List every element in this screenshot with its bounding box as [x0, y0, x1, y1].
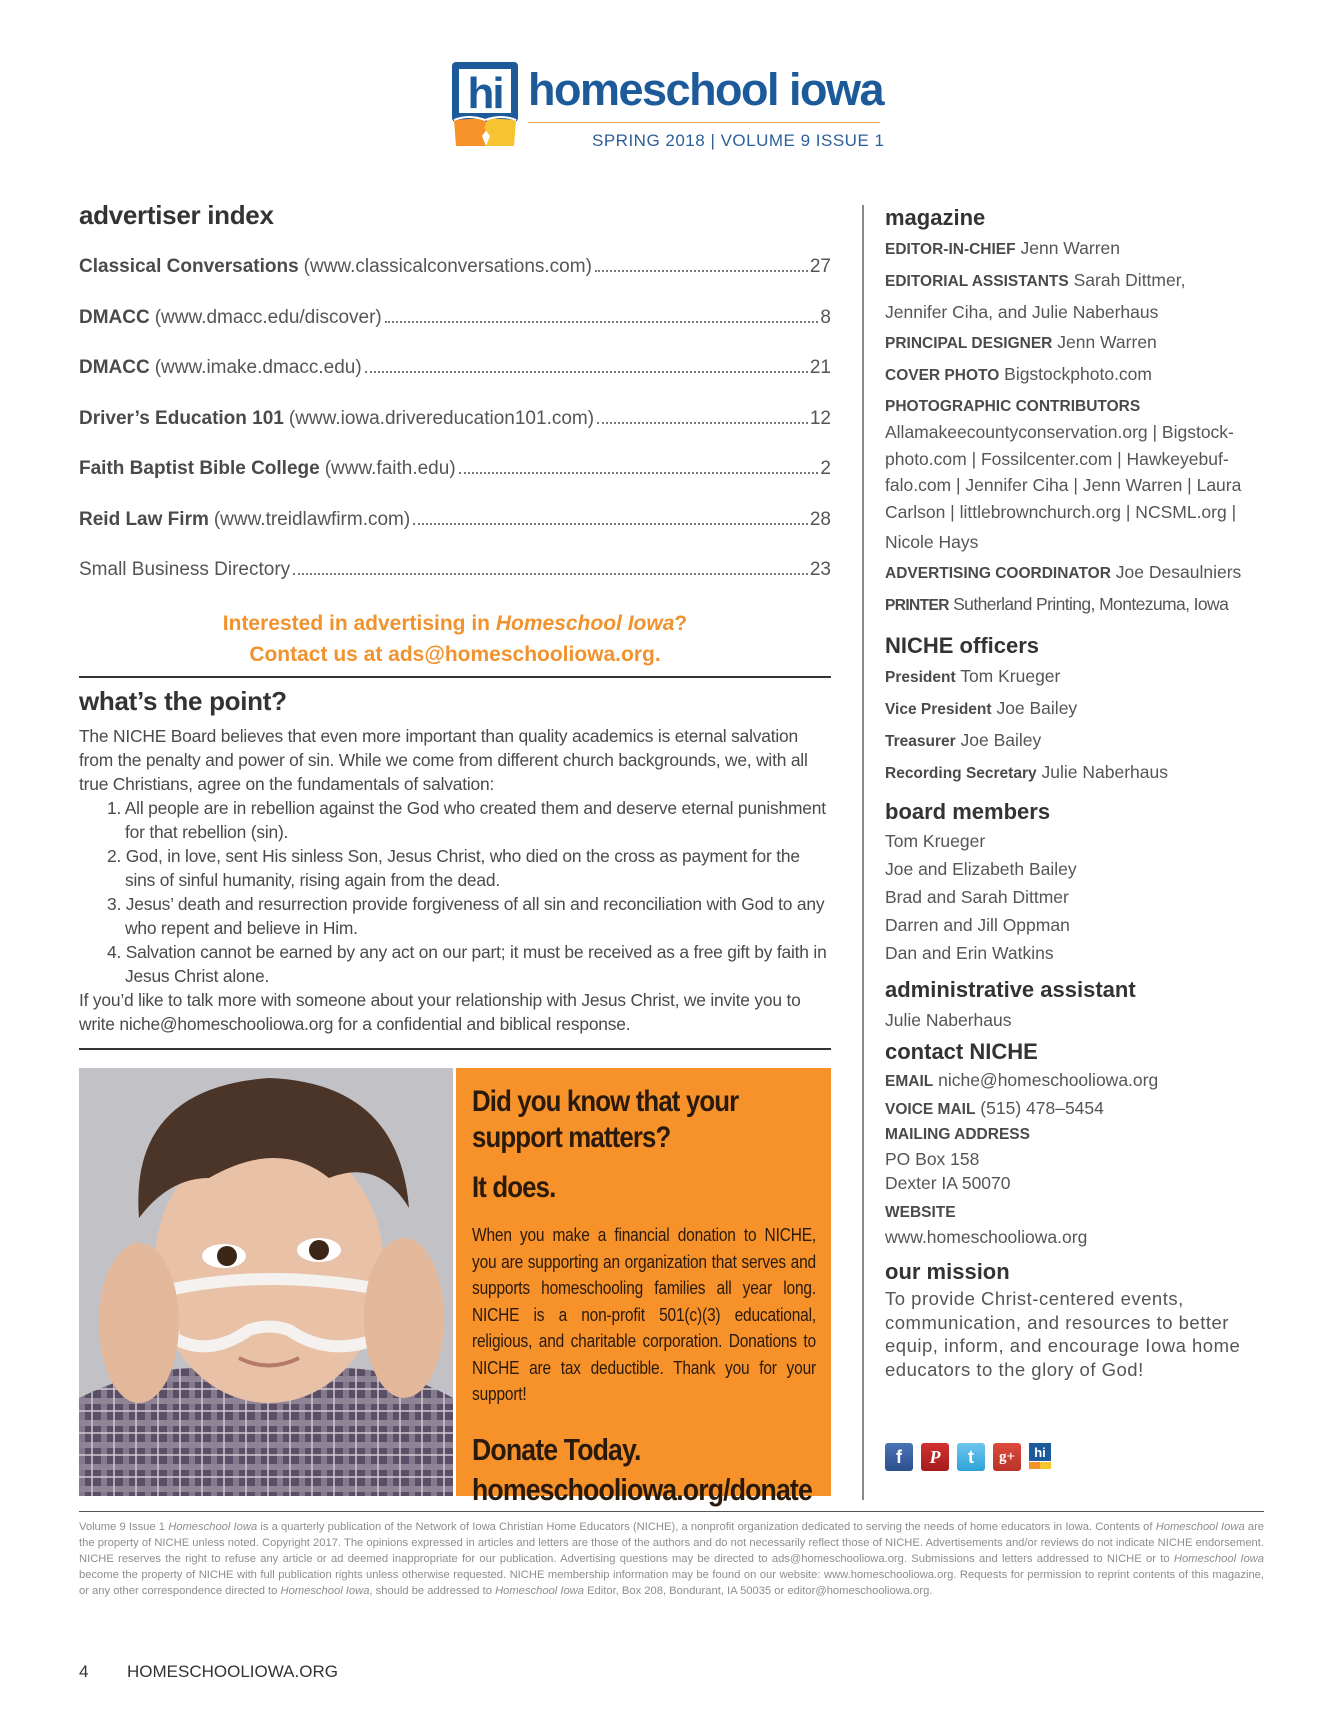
- hi-logo-icon: [1029, 1443, 1051, 1471]
- advertising-name: Joe Desaulniers: [1115, 562, 1242, 582]
- advertising-line: [885, 557, 1265, 589]
- footer-rule: [79, 1511, 1264, 1512]
- dot-leader: [459, 472, 819, 474]
- legal-text: Volume 9 Issue 1: [79, 1521, 169, 1533]
- officer-row: [885, 757, 1265, 789]
- legal-text: Editor, Box 208, Bondurant, IA 50035 or editor@homeschooliowa.org.: [583, 1585, 933, 1597]
- cta-text: Interested in advertising in: [222, 612, 496, 635]
- brand-rule: [528, 122, 880, 123]
- photo-contributors: Allamakeecountyconservation.org | Bigstock-photo.com | Fossilcenter.com | Hawkeyebuf-falo.com | Jennifer Ciha | Jenn Warren | Laura Carlson | littlebrownchurch.org | NCSML.org |: [885, 422, 1242, 522]
- contact-email-line: [885, 1067, 1265, 1095]
- google-plus-glyph: g+: [998, 1448, 1016, 1465]
- officer-role: Treasurer: [885, 733, 956, 750]
- dot-leader: [293, 573, 808, 575]
- advertiser-url[interactable]: (www.imake.dmacc.edu): [154, 357, 362, 378]
- section-divider: [79, 1048, 831, 1050]
- dot-leader: [385, 321, 819, 323]
- officers-title: NICHE officers: [885, 633, 1040, 658]
- facebook-glyph: f: [896, 1446, 902, 1467]
- board-member: Joe and Elizabeth Bailey: [885, 859, 1077, 879]
- board-member: Dan and Erin Watkins: [885, 943, 1054, 963]
- google-plus-icon[interactable]: [993, 1443, 1021, 1471]
- board-member: Brad and Sarah Dittmer: [885, 887, 1069, 907]
- masthead-sidebar: [885, 203, 1265, 1381]
- social-links: [885, 1443, 1051, 1471]
- board-member: Darren and Jill Oppman: [885, 915, 1070, 935]
- page-number: 4: [79, 1662, 89, 1681]
- advertiser-page: 27: [809, 256, 831, 277]
- advertiser-index-title: advertiser index: [79, 200, 274, 230]
- editor-name: Jenn Warren: [1020, 238, 1121, 258]
- section-divider: [79, 676, 831, 678]
- advertiser-url[interactable]: (www.faith.edu): [324, 458, 456, 479]
- point-item: 4. Salvation cannot be earned by any act on our part; it must be received as a free gift by faith in Jesus Christ alone.: [107, 942, 827, 986]
- advertiser-page: 21: [809, 357, 831, 378]
- point-closing: If you’d like to talk more with someone about your relationship with Jesus Christ, we invite you to write niche@homeschooliowa.org for a confidential and biblical response.: [79, 990, 801, 1034]
- advertiser-page: 12: [809, 407, 831, 429]
- voice-number: (515) 478–5454: [980, 1098, 1104, 1118]
- advertising-cta: [79, 608, 831, 670]
- contact-title: contact NICHE: [885, 1039, 1038, 1064]
- photo-contributors-last: Nicole Hays: [885, 532, 979, 552]
- legal-text: are the property of NICHE unless noted. Copyright 2017. The opinions expressed in articles and letters are those of the authors and do not necessarily reflect those of NICHE. Advertisements and/or reviews do not indicate NICHE endorsement. NICHE reserves the right to refuse any article or ad deemed inappropriate for our publication. Advertising questions may be directed to ads@homeschooliowa.org. Submissions and letters addressed to NICHE or to: [79, 1521, 1265, 1565]
- board-title: board members: [885, 799, 1051, 824]
- assistants-line: [885, 265, 1265, 297]
- legal-publication-name: Homeschool Iowa: [1173, 1553, 1264, 1565]
- svg-text:hi: hi: [467, 69, 503, 118]
- advertiser-row[interactable]: [79, 509, 831, 560]
- admin-title: administrative assistant: [885, 977, 1136, 1002]
- donate-cta: [472, 1430, 833, 1510]
- officer-name: Julie Naberhaus: [1041, 762, 1168, 782]
- website-link[interactable]: www.homeschooliowa.org: [885, 1227, 1088, 1247]
- legal-publication-name: Homeschool Iowa: [1155, 1521, 1245, 1533]
- officer-role: Recording Secretary: [885, 765, 1037, 782]
- brand-name: homeschool iowa: [528, 64, 884, 115]
- masthead: [452, 60, 885, 160]
- photo-illustration: [79, 1068, 453, 1496]
- advertiser-page: 28: [809, 508, 831, 530]
- legal-text: become the property of NICHE with full publication rights unless otherwise requested. NICHE membership information may be found on our website: www.homeschooliowa.org. Requests for permission to reprint contents of this magazine, or any other correspondence directed to: [79, 1569, 1264, 1597]
- advertising-label: ADVERTISING COORDINATOR: [885, 565, 1111, 582]
- dot-leader: [413, 523, 808, 525]
- advertiser-name: DMACC: [79, 357, 150, 378]
- pinterest-glyph: P: [929, 1446, 941, 1467]
- donate-link[interactable]: homeschooliowa.org/donate: [472, 1471, 812, 1507]
- advertiser-page: 23: [809, 559, 831, 580]
- legal-publication-name: Homeschool Iowa: [280, 1585, 370, 1597]
- mission-text: To provide Christ-centered events, communication, and resources to better equip, inform, and encourage Iowa home educators to the glory of God!: [885, 1288, 1241, 1380]
- facebook-icon[interactable]: [885, 1443, 913, 1471]
- advertiser-url[interactable]: (www.iowa.drivereducation101.com): [288, 407, 595, 429]
- boy-with-glasses-photo: [79, 1068, 453, 1496]
- cta-text: ?: [674, 612, 688, 635]
- officer-name: Tom Krueger: [960, 666, 1061, 686]
- dot-leader: [595, 270, 808, 272]
- advertiser-name: DMACC: [79, 306, 150, 328]
- column-divider: [862, 205, 864, 1500]
- page-folio: [79, 1662, 338, 1682]
- assistants-line-2: Jennifer Ciha, and Julie Naberhaus: [885, 302, 1159, 322]
- board-member: Tom Krueger: [885, 831, 986, 851]
- whats-the-point-body: [79, 724, 831, 1036]
- twitter-glyph: t: [968, 1446, 974, 1467]
- designer-line: [885, 327, 1265, 359]
- advertiser-name: Classical Conversations: [79, 256, 299, 277]
- officer-role: President: [885, 669, 956, 686]
- advertiser-url[interactable]: (www.dmacc.edu/discover): [154, 306, 382, 328]
- legal-notice: [79, 1519, 1264, 1599]
- folio-site: HOMESCHOOLIOWA.ORG: [127, 1662, 338, 1681]
- issue-line: SPRING 2018 | VOLUME 9 ISSUE 1: [592, 131, 885, 150]
- legal-text: , should be addressed to: [369, 1585, 496, 1597]
- designer-label: PRINCIPAL DESIGNER: [885, 335, 1053, 352]
- advertiser-row[interactable]: [79, 559, 831, 610]
- printer-name: Sutherland Printing, Montezuma, Iowa: [953, 594, 1229, 614]
- donate-block: [79, 1068, 831, 1507]
- editor-line: [885, 233, 1265, 265]
- advertiser-row[interactable]: [79, 408, 831, 459]
- advertiser-page: 2: [820, 458, 831, 479]
- point-item: 1. All people are in rebellion against the God who created them and deserve eternal punishment for that rebellion (sin).: [107, 798, 826, 842]
- contact-voice-line: [885, 1095, 1265, 1123]
- point-item: 3. Jesus’ death and resurrection provide forgiveness of all sin and reconciliation with God to any who repent and believe in Him.: [107, 894, 825, 938]
- homeschool-iowa-logo-icon: [452, 62, 518, 146]
- dot-leader: [365, 371, 808, 373]
- officer-row: [885, 725, 1265, 757]
- assistants-label: EDITORIAL ASSISTANTS: [885, 273, 1069, 290]
- svg-text:hi: hi: [1034, 1445, 1046, 1460]
- donate-body: When you make a financial donation to NICHE, you are supporting an organization that serves and supports homeschooling families all year long. NICHE is a non-profit 501(c)(3) educational, religious, and charitable corporation. Donations to NICHE are tax deductible. Thank you for your support!: [472, 1225, 816, 1404]
- point-item: 2. God, in love, sent His sinless Son, Jesus Christ, who died on the cross as payment for the sins of sinful humanity, rising again from the dead.: [107, 846, 800, 890]
- advertiser-name: Reid Law Firm: [79, 508, 209, 530]
- officer-row: [885, 661, 1265, 693]
- advertiser-row[interactable]: [79, 307, 831, 358]
- pinterest-icon[interactable]: [921, 1443, 949, 1471]
- officer-name: Joe Bailey: [960, 730, 1042, 750]
- dot-leader: [597, 422, 808, 424]
- officer-role: Vice President: [885, 701, 992, 718]
- email-label: EMAIL: [885, 1073, 934, 1090]
- donate-subhead: It does.: [472, 1171, 556, 1204]
- whats-the-point-title: what’s the point?: [79, 686, 287, 716]
- cta-publication-name: Homeschool Iowa: [495, 612, 675, 635]
- printer-label: PRINTER: [885, 597, 949, 614]
- legal-publication-name: Homeschool Iowa: [495, 1585, 584, 1597]
- mailing-label: MAILING ADDRESS: [885, 1126, 1030, 1143]
- advertiser-row[interactable]: [79, 458, 831, 509]
- advertiser-page: 8: [820, 306, 831, 328]
- cover-label: COVER PHOTO: [885, 367, 1000, 384]
- officer-name: Joe Bailey: [996, 698, 1078, 718]
- magazine-title: magazine: [885, 205, 986, 230]
- printer-line: [885, 589, 1265, 621]
- mailing-line-2: Dexter IA 50070: [885, 1173, 1011, 1193]
- mailing-line-1: PO Box 158: [885, 1149, 980, 1169]
- advertiser-row[interactable]: [79, 256, 831, 307]
- advertiser-list: [79, 256, 831, 610]
- legal-text: is a quarterly publication of the Network of Iowa Christian Home Educators (NICHE), a nonprofit organization dedicated to serving the needs of home educators in Iowa. Contents of: [257, 1521, 1156, 1533]
- advertiser-name: Driver’s Education 101: [79, 407, 284, 429]
- cover-line: [885, 359, 1265, 391]
- mission-title: our mission: [885, 1259, 1010, 1284]
- email-link[interactable]: niche@homeschooliowa.org: [938, 1070, 1159, 1090]
- legal-publication-name: Homeschool Iowa: [168, 1521, 258, 1533]
- advertising-cta-email[interactable]: Contact us at ads@homeschooliowa.org.: [249, 643, 661, 666]
- point-intro: The NICHE Board believes that even more important than quality academics is eternal salvation from the penalty and power of sin. While we come from different church backgrounds, we, with all true Christians, agree on the fundamentals of salvation:: [79, 726, 808, 794]
- officer-row: [885, 693, 1265, 725]
- photo-contributors-label: PHOTOGRAPHIC CONTRIBUTORS: [885, 398, 1141, 415]
- editor-label: EDITOR-IN-CHIEF: [885, 241, 1016, 258]
- advertising-cta-line1: [79, 608, 831, 639]
- advertiser-name: Faith Baptist Bible College: [79, 458, 320, 479]
- website-label: WEBSITE: [885, 1204, 956, 1221]
- donate-today: Donate Today.: [472, 1431, 641, 1467]
- advertiser-row[interactable]: [79, 357, 831, 408]
- advertiser-url[interactable]: (www.treidlawfirm.com): [213, 508, 411, 530]
- assistants-names: Sarah Dittmer,: [1073, 270, 1186, 290]
- donate-callout: [456, 1068, 831, 1507]
- designer-name: Jenn Warren: [1057, 332, 1157, 352]
- advertiser-label: Small Business Directory: [79, 559, 291, 580]
- donate-headline: Did you know that your support matters?: [472, 1085, 739, 1154]
- voice-label: VOICE MAIL: [885, 1101, 976, 1118]
- salvation-points: [79, 796, 831, 988]
- admin-name: Julie Naberhaus: [885, 1010, 1012, 1030]
- twitter-icon[interactable]: [957, 1443, 985, 1471]
- cover-credit: Bigstockphoto.com: [1004, 364, 1152, 384]
- advertiser-url[interactable]: (www.classicalconversations.com): [303, 256, 592, 277]
- homeschool-iowa-icon[interactable]: [1029, 1443, 1051, 1471]
